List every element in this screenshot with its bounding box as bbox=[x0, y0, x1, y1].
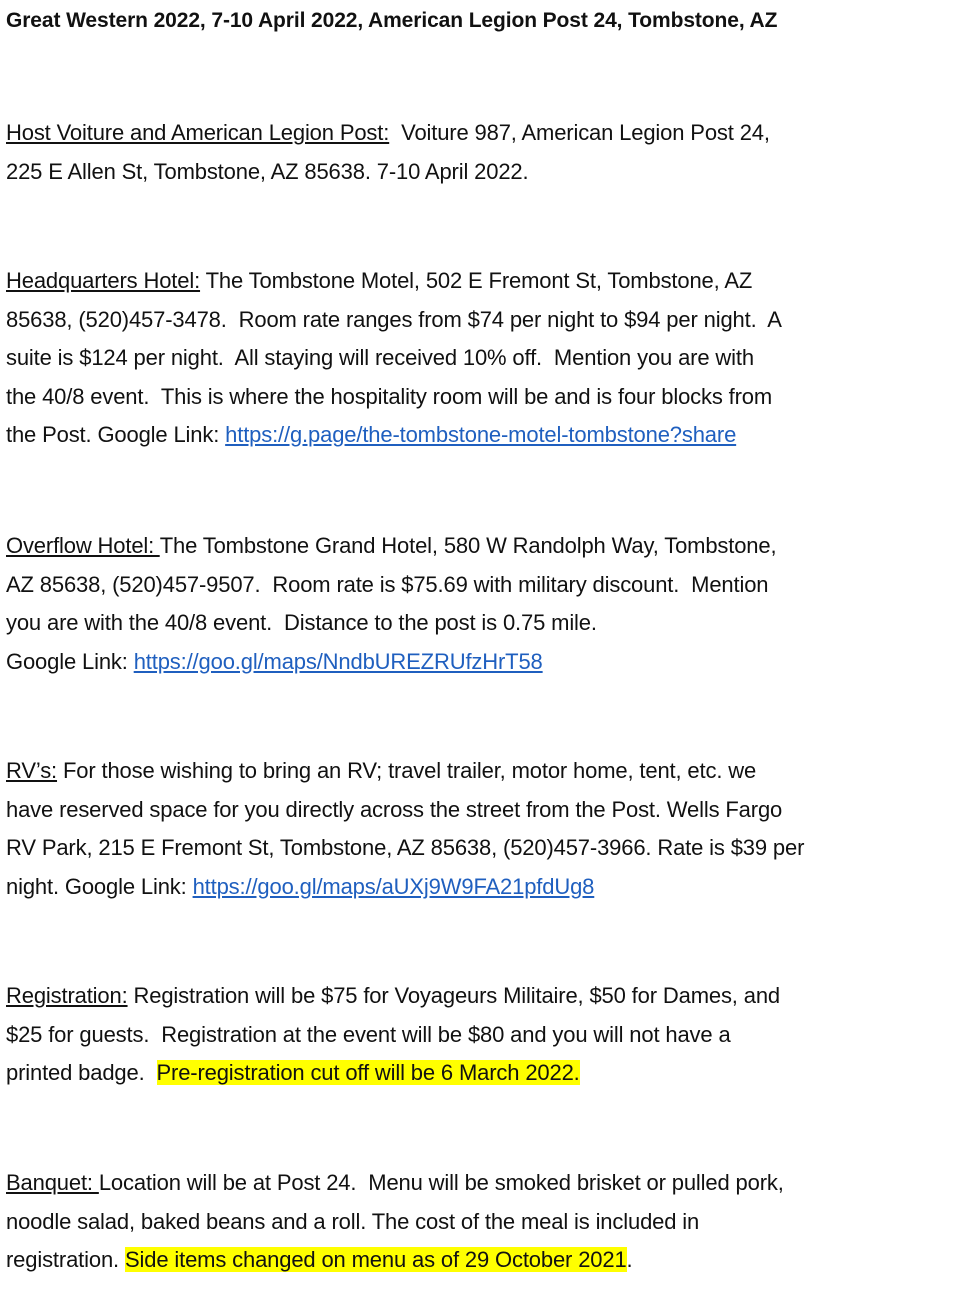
rv-label: RV’s: bbox=[6, 758, 58, 783]
registration-highlight: Pre-registration cut off will be 6 March 2022. bbox=[156, 1060, 580, 1085]
hq-section bbox=[6, 262, 972, 455]
banquet-line-2: noodle salad, baked beans and a roll. The cost of the meal is included in bbox=[6, 1208, 700, 1234]
host-section bbox=[6, 114, 972, 191]
overflow-line-4 bbox=[6, 643, 972, 682]
hq-text-5: the Post. Google Link: bbox=[6, 422, 226, 447]
host-line-2: 225 E Allen St, Tombstone, AZ 85638. 7-10 April 2022. bbox=[6, 158, 529, 184]
banquet-highlight: Side items changed on menu as of 29 October 2021 bbox=[124, 1247, 627, 1272]
overflow-line-1 bbox=[6, 527, 972, 566]
registration-label: Registration: bbox=[6, 983, 128, 1008]
banquet-text-3: registration. bbox=[6, 1247, 125, 1272]
rv-line-1 bbox=[6, 752, 972, 791]
banquet-label: Banquet: bbox=[6, 1170, 99, 1195]
banquet-line-3 bbox=[6, 1241, 972, 1280]
banquet-section bbox=[6, 1164, 972, 1280]
banquet-text-1: Location will be at Post 24. Menu will be smoked brisket or pulled pork, bbox=[98, 1170, 784, 1195]
hq-google-link[interactable]: https://g.page/the-tombstone-motel-tombstone?share bbox=[225, 422, 737, 447]
hq-label: Headquarters Hotel: bbox=[6, 268, 201, 293]
overflow-google-link[interactable]: https://goo.gl/maps/NndbUREZRUfzHrT58 bbox=[133, 648, 543, 674]
hq-text-1: The Tombstone Motel, 502 E Fremont St, Tombstone, AZ bbox=[200, 268, 753, 293]
banquet-text-3-suffix: . bbox=[626, 1247, 633, 1272]
rv-google-link[interactable]: https://goo.gl/maps/aUXj9W9FA21pfdUg8 bbox=[192, 873, 595, 899]
host-label: Host Voiture and American Legion Post: bbox=[6, 120, 390, 145]
rv-line-2: have reserved space for you directly across the street from the Post. Wells Fargo bbox=[6, 796, 783, 822]
hq-line-3: suite is $124 per night. All staying will received 10% off. Mention you are with bbox=[6, 345, 754, 370]
rv-line-4 bbox=[6, 868, 972, 907]
registration-line-1 bbox=[6, 977, 972, 1016]
registration-line-2: $25 for guests. Registration at the event will be $80 and you will not have a bbox=[6, 1021, 731, 1047]
overflow-line-3: you are with the 40/8 event. Distance to the post is 0.75 mile. bbox=[6, 610, 597, 635]
overflow-line-2: AZ 85638, (520)457-9507. Room rate is $75.69 with military discount. Mention bbox=[6, 571, 769, 597]
document-title: Great Western 2022, 7-10 April 2022, American Legion Post 24, Tombstone, AZ bbox=[6, 9, 778, 32]
overflow-label: Overflow Hotel: bbox=[6, 533, 160, 558]
rv-text-4: night. Google Link: bbox=[6, 873, 193, 899]
hq-line-2: 85638, (520)457-3478. Room rate ranges from $74 per night to $94 per night. A bbox=[6, 306, 782, 332]
overflow-text-1: The Tombstone Grand Hotel, 580 W Randolph Way, Tombstone, bbox=[159, 533, 777, 558]
hq-line-4: the 40/8 event. This is where the hospitality room will be and is four blocks from bbox=[6, 383, 773, 409]
hq-line-5 bbox=[6, 416, 972, 455]
registration-section bbox=[6, 977, 972, 1093]
rv-section bbox=[6, 752, 972, 906]
registration-text-1: Registration will be $75 for Voyageurs Militaire, $50 for Dames, and bbox=[127, 983, 780, 1008]
overflow-section bbox=[6, 527, 972, 681]
banquet-line-1 bbox=[6, 1164, 972, 1203]
host-line-1 bbox=[6, 114, 972, 153]
rv-line-3: RV Park, 215 E Fremont St, Tombstone, AZ 85638, (520)457-3966. Rate is $39 per bbox=[6, 835, 805, 860]
host-text-1: Voiture 987, American Legion Post 24, bbox=[389, 120, 770, 145]
rv-text-1: For those wishing to bring an RV; travel trailer, motor home, tent, etc. we bbox=[57, 758, 757, 783]
hq-line-1 bbox=[6, 262, 972, 301]
registration-text-3: printed badge. bbox=[6, 1060, 157, 1085]
registration-line-3 bbox=[6, 1054, 972, 1093]
overflow-text-4: Google Link: bbox=[6, 648, 134, 674]
